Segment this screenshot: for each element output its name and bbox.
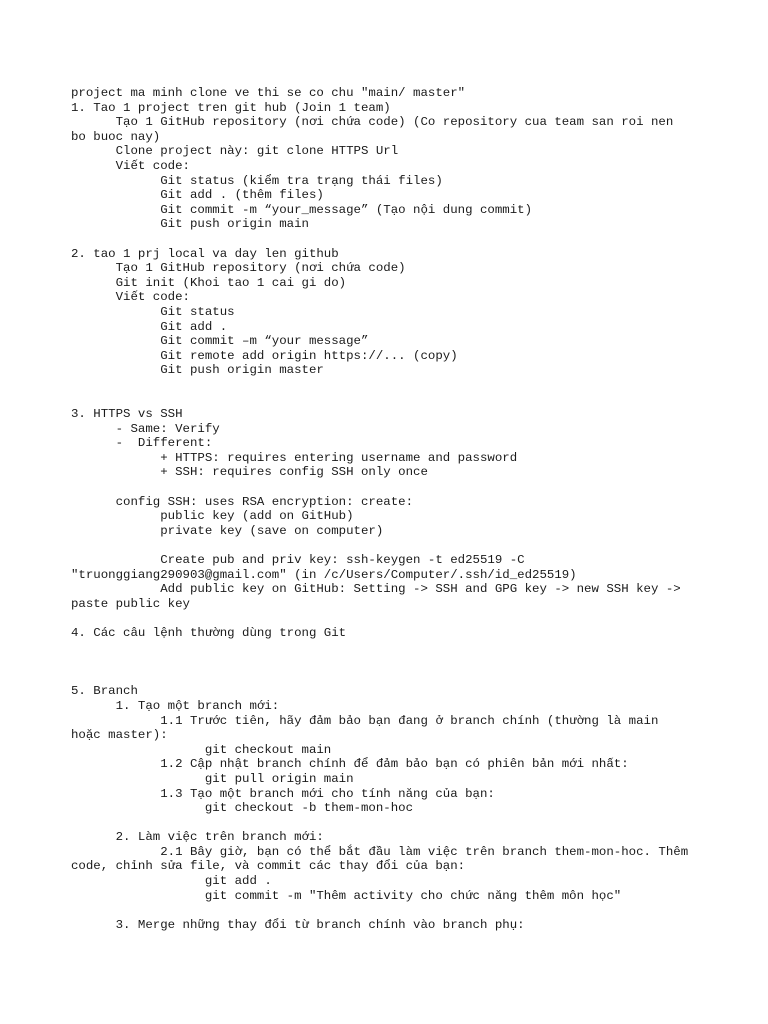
text-line: Git push origin master bbox=[71, 363, 324, 378]
text-line: Git remote add origin https://... (copy) bbox=[71, 348, 458, 363]
text-line bbox=[71, 816, 751, 831]
text-line: 1. Tao 1 project tren git hub (Join 1 team) bbox=[71, 100, 391, 115]
text-line bbox=[71, 670, 751, 685]
text-line: 1.3 Tạo một branch mới cho tính năng của bạn: bbox=[71, 786, 495, 801]
text-line bbox=[71, 538, 751, 553]
text-line: Viết code: bbox=[71, 158, 190, 173]
text-line: Git status bbox=[71, 304, 235, 319]
text-line: 1. Tạo một branch mới: bbox=[71, 698, 280, 713]
text-line bbox=[71, 480, 751, 495]
text-line: git pull origin main bbox=[71, 771, 354, 786]
text-line: hoặc master): bbox=[71, 728, 168, 743]
text-line: Git commit -m “your_message” (Tạo nội dung commit) bbox=[71, 202, 533, 217]
text-line: 1.2 Cập nhật branch chính để đảm bảo bạn có phiên bản mới nhất: bbox=[71, 757, 629, 772]
text-line: "truonggiang290903@gmail.com" (in /c/Users/Computer/.ssh/id_ed25519) bbox=[71, 567, 577, 582]
text-line: private key (save on computer) bbox=[71, 523, 384, 538]
document-body bbox=[71, 86, 751, 932]
text-line: 4. Các câu lệnh thường dùng trong Git bbox=[71, 625, 347, 640]
text-line bbox=[71, 392, 751, 407]
text-line: - Same: Verify bbox=[71, 421, 220, 436]
text-line: 5. Branch bbox=[71, 684, 138, 699]
text-line: paste public key bbox=[71, 596, 190, 611]
text-line bbox=[71, 611, 751, 626]
text-line bbox=[71, 641, 751, 656]
text-line: project ma minh clone ve thi se co chu "main/ master" bbox=[71, 86, 466, 100]
text-line: 2.1 Bây giờ, bạn có thể bắt đầu làm việc trên branch them-mon-hoc. Thêm bbox=[71, 844, 689, 859]
text-line: config SSH: uses RSA encryption: create: bbox=[71, 494, 414, 509]
text-line: 2. Làm việc trên branch mới: bbox=[71, 830, 324, 845]
text-line: git commit -m "Thêm activity cho chức năng thêm môn học" bbox=[71, 888, 622, 903]
text-line: Create pub and priv key: ssh-keygen -t ed25519 -C bbox=[71, 553, 525, 567]
text-line: bo buoc nay) bbox=[71, 129, 161, 144]
text-line: Viết code: bbox=[71, 290, 190, 305]
text-line: Tạo 1 GitHub repository (nơi chứa code) (Co repository cua team san roi nen bbox=[71, 115, 674, 130]
text-line: git add . bbox=[71, 874, 272, 889]
text-line: Git init (Khoi tao 1 cai gi do) bbox=[71, 275, 347, 290]
text-line: Git add . bbox=[71, 319, 228, 334]
text-line: Clone project này: git clone HTTPS Url bbox=[71, 144, 399, 159]
text-line bbox=[71, 903, 751, 918]
text-line: - Different: bbox=[71, 436, 213, 451]
text-line: Git push origin main bbox=[71, 217, 309, 232]
text-line: code, chỉnh sửa file, và commit các thay đổi của bạn: bbox=[71, 859, 466, 874]
text-line: Git status (kiểm tra trạng thái files) bbox=[71, 173, 443, 188]
text-line: public key (add on GitHub) bbox=[71, 509, 354, 524]
text-line: git checkout main bbox=[71, 742, 332, 757]
text-line: Git add . (thêm files) bbox=[71, 188, 324, 203]
text-line bbox=[71, 232, 751, 247]
text-line: 1.1 Trước tiên, hãy đảm bảo bạn đang ở branch chính (thường là main bbox=[71, 713, 659, 728]
text-line: Git commit –m “your message” bbox=[71, 334, 369, 349]
text-line bbox=[71, 655, 751, 670]
text-line: 3. Merge những thay đổi từ branch chính vào branch phụ: bbox=[71, 917, 525, 932]
text-line: 3. HTTPS vs SSH bbox=[71, 407, 183, 422]
text-line: Tạo 1 GitHub repository (nơi chứa code) bbox=[71, 261, 406, 276]
text-line: + SSH: requires config SSH only once bbox=[71, 465, 428, 480]
text-line: git checkout -b them-mon-hoc bbox=[71, 801, 414, 816]
text-line: + HTTPS: requires entering username and password bbox=[71, 450, 518, 465]
text-line: Add public key on GitHub: Setting -> SSH and GPG key -> new SSH key -> bbox=[71, 582, 681, 597]
text-line bbox=[71, 378, 751, 393]
text-line: 2. tao 1 prj local va day len github bbox=[71, 246, 339, 261]
